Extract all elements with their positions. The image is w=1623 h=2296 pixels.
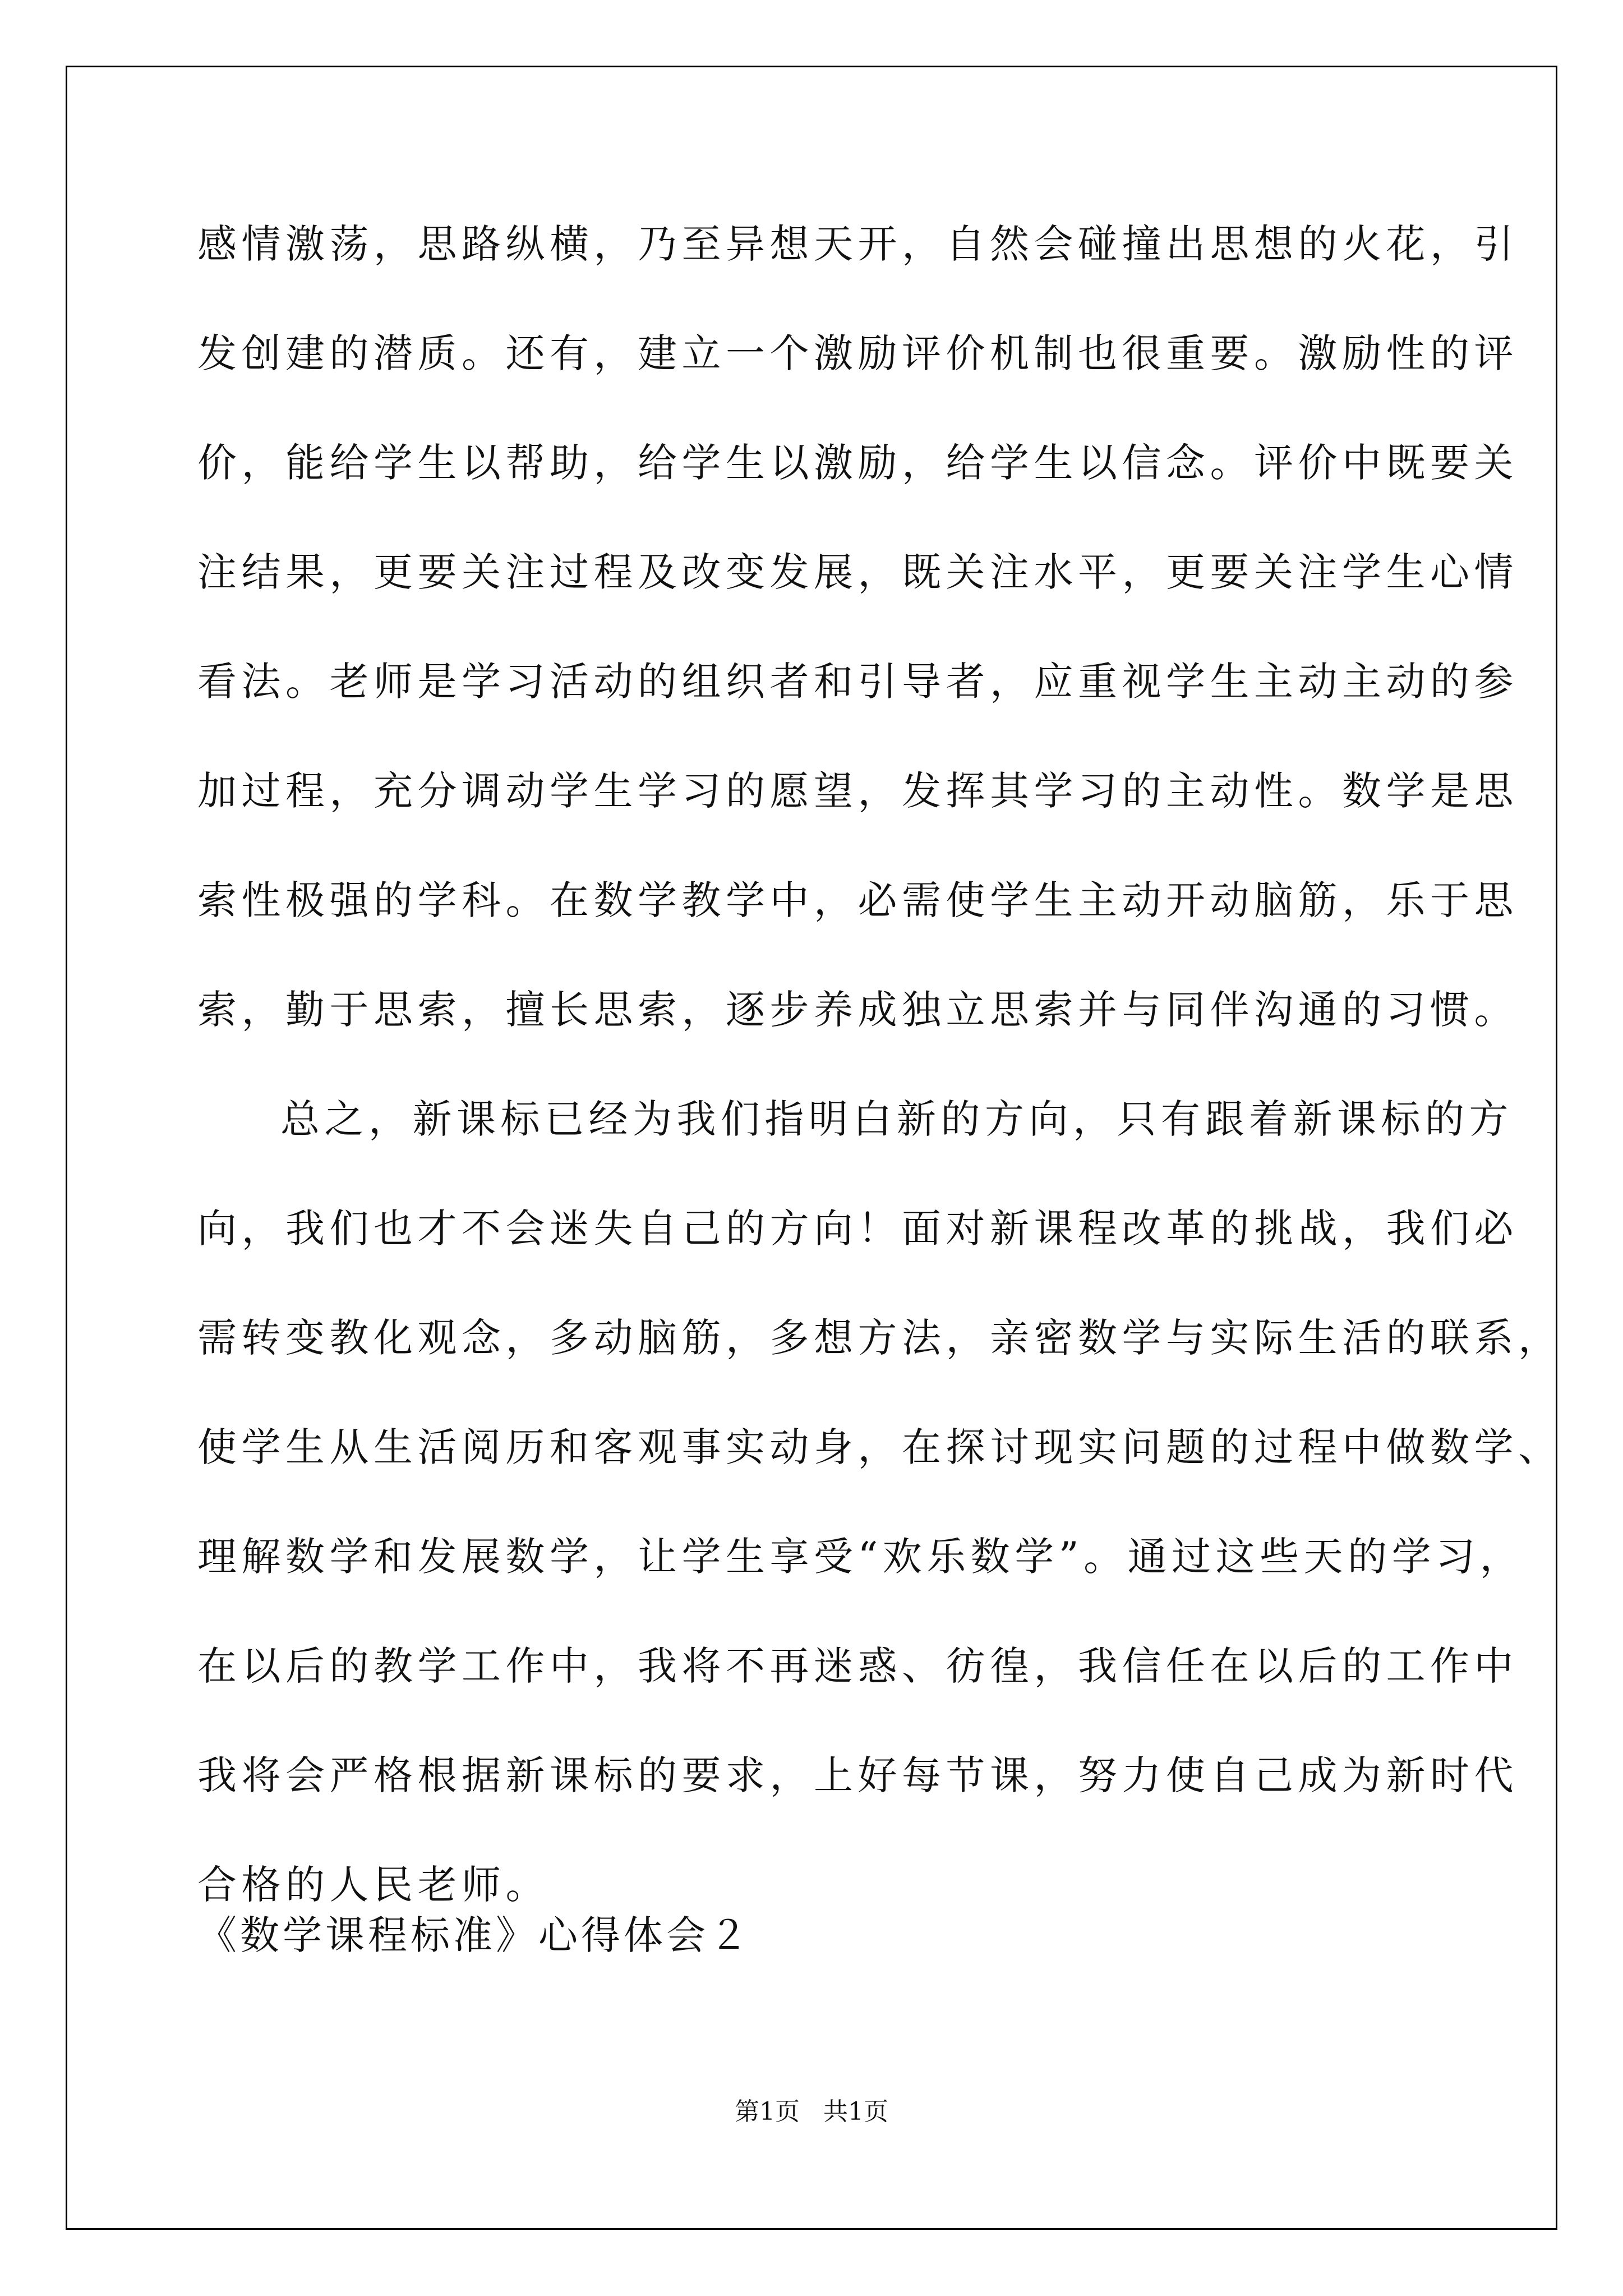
- paragraph-line: 感情激荡，思路纵横，乃至异想天开，自然会碰撞出思想的火花，引: [197, 221, 1518, 267]
- paragraph-line: 注结果，更要关注过程及改变发展，既关注水平，更要关注学生心情: [197, 549, 1518, 595]
- paragraph-line: 总之，新课标已经为我们指明白新的方向，只有跟着新课标的方: [280, 1096, 1513, 1142]
- paragraph-line: 索，勤于思索，擅长思索，逐步养成独立思索并与同伴沟通的习惯。: [197, 987, 1518, 1033]
- paragraph-line: 向，我们也才不会迷失自己的方向！面对新课程改革的挑战，我们必: [197, 1205, 1518, 1251]
- paragraph-line: 理解数学和发展数学，让学生享受“欢乐数学”。通过这些天的学习，: [197, 1534, 1524, 1580]
- page-number-footer: 第1页 共1页: [735, 2097, 888, 2126]
- paragraph-line: 在以后的教学工作中，我将不再迷惑、彷徨，我信任在以后的工作中: [197, 1643, 1518, 1689]
- paragraph-line: 看法。老师是学习活动的组织者和引导者，应重视学生主动主动的参: [197, 659, 1518, 705]
- paragraph-line: 合格的人民老师。: [197, 1862, 550, 1908]
- paragraph-line: 需转变教化观念，多动脑筋，多想方法，亲密数学与实际生活的联系，: [197, 1315, 1562, 1361]
- paragraph-line: 发创建的潜质。还有，建立一个激励评价机制也很重要。激励性的评: [197, 330, 1518, 376]
- paragraph-line: 我将会严格根据新课标的要求，上好每节课，努力使自己成为新时代: [197, 1752, 1518, 1798]
- paragraph-line: 价，能给学生以帮助，给学生以激励，给学生以信念。评价中既要关: [197, 440, 1518, 486]
- paragraph-line: 索性极强的学科。在数学教学中，必需使学生主动开动脑筋，乐于思: [197, 877, 1518, 923]
- paragraph-line: 使学生从生活阅历和客观事实动身，在探讨现实问题的过程中做数学、: [197, 1424, 1562, 1470]
- section-heading: 《数学课程标准》心得体会２: [197, 1912, 751, 1958]
- paragraph-line: 加过程，充分调动学生学习的愿望，发挥其学习的主动性。数学是思: [197, 768, 1518, 814]
